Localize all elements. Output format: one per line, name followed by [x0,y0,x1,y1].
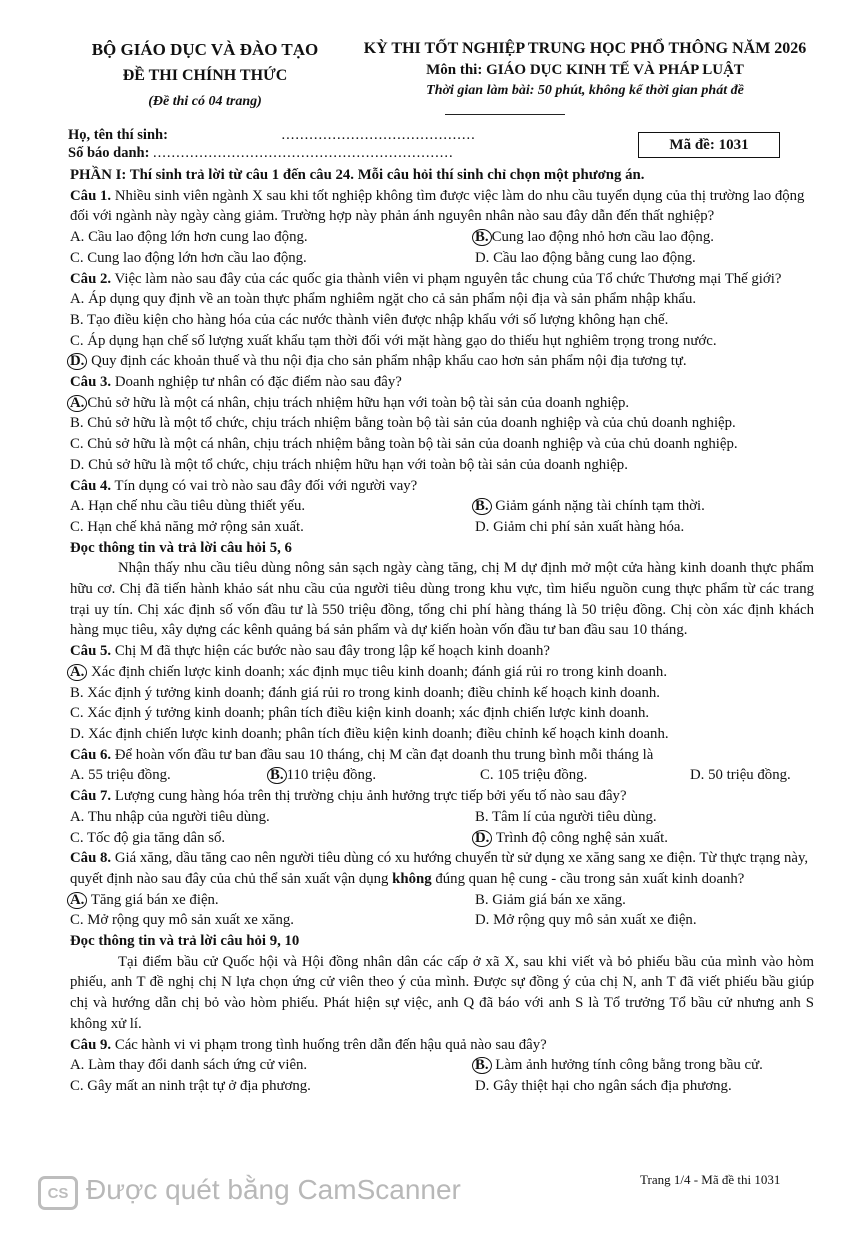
option-a: A. Thu nhập của người tiêu dùng. [70,808,270,825]
answer-circle: A. [67,892,87,909]
option-d: D. Giảm chi phí sản xuất hàng hóa. [475,518,685,535]
exam-code-box: Mã đề: 1031 [638,132,780,158]
option-b: B. Tạo điều kiện cho hàng hóa của các nước thành viên được nhập khẩu với số lượng không hạn chế. [70,311,669,328]
option-d: D. Cầu lao động bằng cung lao động. [475,249,696,266]
options-row [70,828,814,849]
option-a-text: Tăng giá bán xe điện. [87,891,219,908]
option-c: C. Tốc độ gia tăng dân số. [70,829,226,846]
option-c: C. Xác định ý tưởng kinh doanh; phân tích điều kiện kinh doanh; xác định chiến lược kinh doanh. [70,705,650,722]
option-d: D. Gây thiệt hại cho ngân sách địa phương. [475,1077,732,1094]
option-d: D. Chủ sở hữu là một tổ chức, chịu trách nhiệm hữu hạn với toàn bộ tài sản của doanh nghiệp. [70,456,628,473]
question-7 [70,786,814,807]
candidate-name-dots: .......................................... [281,127,476,143]
question-text: Việc làm nào sau đây của các quốc gia thành viên vi phạm nguyên tắc chung của Tổ chức Thương mại Thế giới? [111,270,782,287]
option-d [70,351,814,372]
question-text: Doanh nghiệp tư nhân có đặc điểm nào sau đây? [111,374,402,391]
exam-type: ĐỀ THI CHÍNH THỨC [122,67,288,84]
pages-note: (Đề thi có 04 trang) [148,94,262,109]
question-label: Câu 8. [70,850,112,867]
option-c: C. Chủ sở hữu là một cá nhân, chịu trách nhiệm bằng toàn bộ tài sản của doanh nghiệp và của chủ doanh nghiệp. [70,436,738,453]
duration-line: Thời gian làm bài: 50 phút, không kể thời gian phát đề [426,83,744,98]
answer-circle: B. [472,229,492,246]
question-label: Câu 7. [70,788,112,805]
option-d-text: Quy định các khoản thuế và thu nội địa cho sản phẩm nhập khẩu cao hơn sản phẩm nội địa tương tự. [87,353,687,370]
ministry-name: BỘ GIÁO DỤC VÀ ĐÀO TẠO [91,40,319,59]
option-b-text: Làm ảnh hưởng tính công bằng trong bầu cử. [491,1057,763,1074]
camscanner-logo-icon: CS [38,1176,78,1210]
question-label: Câu 6. [70,746,112,763]
question-text: Chị M đã thực hiện các bước nào sau đây trong lập kế hoạch kinh doanh? [111,643,550,660]
answer-circle: D. [472,830,492,847]
options-row [70,1055,814,1076]
option-a: A. Làm thay đổi danh sách ứng cử viên. [70,1057,308,1074]
option-a [70,393,814,414]
option-c: C. Áp dụng hạn chế số lượng xuất khẩu tạm thời đối với mặt hàng gạo do thiếu hụt nghiêm trọng trong nước. [70,332,717,349]
options-row [70,807,814,828]
section-title: Đọc thông tin và trả lời câu hỏi 9, 10 [70,933,300,950]
question-text: Các hành vi vi phạm trong tình huống trên dẫn đến hậu quả nào sau đây? [111,1036,547,1053]
option-b: B. Giảm giá bán xe xăng. [475,891,626,908]
subject-line: Môn thi: GIÁO DỤC KINH TẾ VÀ PHÁP LUẬT [426,62,744,78]
answer-circle: D. [67,353,87,370]
exam-title: KỲ THI TỐT NGHIỆP TRUNG HỌC PHỔ THÔNG NĂM 2026 [363,40,807,57]
question-text: Tín dụng có vai trò nào sau đây đối với người vay? [111,477,418,494]
options-row [70,910,814,931]
question-label: Câu 1. [70,187,112,204]
question-6 [70,745,814,766]
question-3 [70,372,814,393]
question-text: Để hoàn vốn đầu tư ban đầu sau 10 tháng, chị M cần đạt doanh thu trung bình mỗi tháng là [111,746,654,763]
header-divider [445,114,565,115]
option-c: C. Cung lao động lớn hơn cầu lao động. [70,249,307,266]
answer-circle: A. [67,664,87,681]
question-emphasis: không [392,870,432,887]
option-a: A. Cầu lao động lớn hơn cung lao động. [70,229,308,246]
question-text: Nhiều sinh viên ngành X sau khi tốt nghiệp không tìm được việc làm do nhu cầu tuyển dụng của thị trường lao động đối với ngành này ngày càng giảm. Trường hợp này phản ánh nguyên nhân nào sau đây dẫn đến thất nghiệp? [70,187,805,225]
option-b-text: 110 triệu đồng. [286,767,377,784]
option-b [475,496,814,517]
option-a: A. 55 triệu đồng. [70,767,171,784]
options-row [70,1076,814,1097]
option-d [475,828,814,849]
section-passage: Tại điểm bầu cử Quốc hội và Hội đồng nhân dân các cấp ở xã X, sau khi viết và bỏ phiếu bầu của mình vào hòm phiếu, anh T đề nghị chị N lựa chọn ứng cử viên theo ý của mình. Được sự đồng ý của chị N, anh T đã viết phiếu bầu giúp chị và hướng dẫn chị bỏ vào hòm phiếu. Phát hiện sự việc, anh Q đã báo với anh S là Tổ trưởng Tổ bầu cử nhưng anh S không xử lí. [70,953,814,1032]
answer-circle: B. [472,498,492,515]
candidate-info [68,126,476,162]
question-text: Lượng cung hàng hóa trên thị trường chịu ảnh hưởng trực tiếp bởi yếu tố nào sau đây? [111,788,627,805]
answer-circle: A. [67,395,87,412]
camscanner-watermark: Được quét bằng CamScanner [86,1174,461,1205]
options-row [70,227,814,248]
candidate-name-label: Họ, tên thí sinh: [68,127,168,143]
option-c: C. Gây mất an ninh trật tự ở địa phương. [70,1077,311,1094]
option-d: D. Xác định chiến lược kinh doanh; phân tích điều kiện kinh doanh; điều chỉnh kế hoạch kinh doanh. [70,725,669,742]
header-right [350,40,820,99]
question-label: Câu 5. [70,643,112,660]
option-b: B. Tâm lí của người tiêu dùng. [475,808,657,825]
option-a [70,662,814,683]
options-row [70,496,814,517]
question-2 [70,269,814,290]
options-row [70,517,814,538]
question-text-end: đúng quan hệ cung - cầu trong sản xuất kinh doanh? [431,870,745,887]
question-9 [70,1035,814,1056]
option-a: A. Áp dụng quy định về an toàn thực phẩm nghiêm ngặt cho cả sản phẩm nội địa và sản phẩm nhập khẩu. [70,291,697,308]
option-a [70,890,475,911]
option-a-text: Chủ sở hữu là một cá nhân, chịu trách nhiệm hữu hạn với toàn bộ tài sản của doanh nghiệp. [87,394,630,411]
option-a-text: Xác định chiến lược kinh doanh; xác định mục tiêu kinh doanh; đánh giá rủi ro trong kinh doanh. [87,663,668,680]
question-5 [70,641,814,662]
option-b-text: Giảm gánh nặng tài chính tạm thời. [491,498,705,515]
question-1 [70,186,814,227]
exam-content [70,165,814,1097]
option-b [475,1055,814,1076]
answer-circle: B. [267,767,287,784]
question-text: Giá xăng, dầu tăng cao nên người tiêu dùng có xu hướng chuyển từ sử dụng xe xăng sang xe điện. Từ thực trạng này, quyết định nào sau đây của chủ thể sản xuất vận dụng [70,850,809,887]
candidate-id-label: Số báo danh: [68,145,150,161]
answer-circle: B. [472,1057,492,1074]
question-label: Câu 2. [70,270,112,287]
question-label: Câu 3. [70,374,112,391]
question-label: Câu 9. [70,1036,112,1053]
option-b [475,227,814,248]
candidate-id-dots: ................................................................. [153,145,454,161]
option-d: D. 50 triệu đồng. [690,767,791,784]
header-left [60,40,350,110]
section-passage: Nhận thấy nhu cầu tiêu dùng nông sản sạch ngày càng tăng, chị M dự định mở một cửa hàng kinh doanh thực phẩm hữu cơ. Chị đã tiến hành khảo sát nhu cầu của người tiêu dùng trong khu vực, tìm hiểu nguồn cung thực phẩm từ các trang trại uy tín. Chị xác định số vốn đầu tư là 550 triệu đồng, tổng chi phí hàng tháng là 50 triệu đồng. Chị còn xác định khách hàng mục tiêu, xây dựng các kênh quảng bá sản phẩm và dự kiến hoàn vốn đầu tư ban đầu sau 10 tháng. [70,560,814,639]
option-b: B. Xác định ý tưởng kinh doanh; đánh giá rủi ro trong kinh doanh; điều chỉnh kế hoạch kinh doanh. [70,684,660,701]
option-c: C. Mở rộng quy mô sản xuất xe xăng. [70,912,294,929]
option-b [270,765,480,786]
option-c: C. Hạn chế khả năng mở rộng sản xuất. [70,518,304,535]
option-c: C. 105 triệu đồng. [480,767,588,784]
section-title: Đọc thông tin và trả lời câu hỏi 5, 6 [70,539,292,556]
options-row [70,765,814,786]
part1-instruction: PHẦN I: Thí sinh trả lời từ câu 1 đến câu 24. Mỗi câu hỏi thí sinh chỉ chọn một phương án. [70,167,645,183]
question-8 [70,848,814,889]
option-a: A. Hạn chế nhu cầu tiêu dùng thiết yếu. [70,498,306,515]
options-row [70,890,814,911]
question-label: Câu 4. [70,477,112,494]
option-b: B. Chủ sở hữu là một tổ chức, chịu trách nhiệm bằng toàn bộ tài sản của doanh nghiệp và của chủ doanh nghiệp. [70,415,736,432]
option-d: D. Mở rộng quy mô sản xuất xe điện. [475,912,697,929]
question-4 [70,476,814,497]
option-d-text: Trình độ công nghệ sản xuất. [492,829,668,846]
option-b-text: Cung lao động nhỏ hơn cầu lao động. [491,229,714,246]
page-number: Trang 1/4 - Mã đề thi 1031 [640,1172,781,1187]
options-row [70,248,814,269]
